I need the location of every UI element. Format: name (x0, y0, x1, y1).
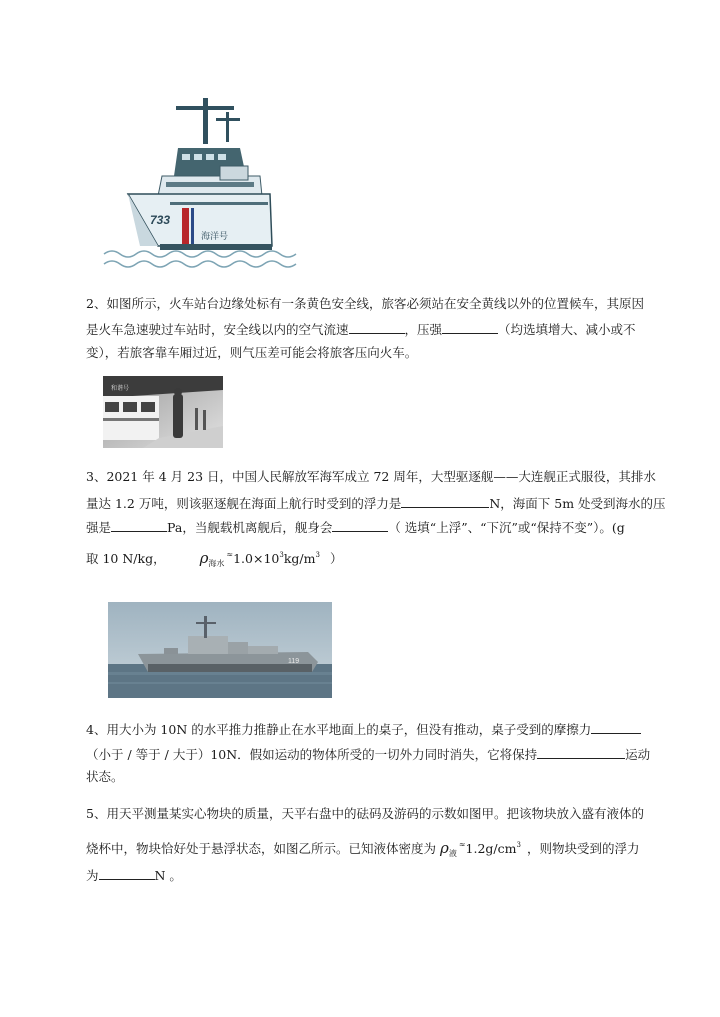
q5-rho-symbol: ρ (440, 839, 449, 857)
q4-line-1 (86, 719, 641, 739)
q5-rho-subscript: 液 (448, 849, 457, 858)
q5-density-value: 1.2g/cm (465, 841, 517, 856)
q3-text-b: N，海面下 5m 处受到海水的压 (489, 496, 666, 511)
q4-line-2 (86, 744, 650, 764)
q3-line-1: 3、2021 年 4 月 23 日，中国人民解放军海军成立 72 周年，大型驱逐舰——大连舰正式服役，其排水 (86, 469, 656, 484)
q5-text-a: 烧杯中，物块恰好处于悬浮状态，如图乙所示。已知液体密度为 (86, 841, 437, 856)
density-unit: kg/m (283, 551, 316, 566)
q4-line-3: 状态。 (86, 769, 124, 784)
q5-blank-buoyancy[interactable] (99, 865, 155, 880)
q3-line-2 (86, 493, 666, 513)
q5-density-exponent: 3 (516, 841, 521, 849)
q2-text-c: （均选填增大、减小或不 (498, 322, 636, 337)
q2-text-b: ，压强 (404, 322, 443, 337)
rho-subscript: 海水 (208, 559, 225, 568)
ship-illustration (100, 96, 305, 271)
q2-line-3: 变），若旅客靠车厢过近，则气压差可能会将旅客压向火车。 (86, 345, 418, 360)
q2-blank-pressure[interactable] (442, 319, 498, 334)
train-sign-text: 和谐号 (111, 385, 130, 392)
q3-blank-pressure[interactable] (111, 517, 167, 532)
q3-blank-buoyancy[interactable] (401, 493, 489, 508)
q5-approx-symbol: ≈ (458, 840, 466, 849)
q3-text-d: Pa，当舰载机离舰后，舰身会 (167, 520, 333, 535)
q2-blank-flow-speed[interactable] (349, 319, 405, 334)
q4-text-b: （小于 / 等于 / 大于）10N．假如运动的物体所受的一切外力同时消失，它将保持 (86, 747, 538, 762)
q3-blank-motion[interactable] (332, 517, 388, 532)
density-exponent: 3 (279, 551, 284, 559)
density-value: 1.0×10 (233, 551, 280, 566)
ship-name-label: 海洋号 (201, 232, 229, 242)
q5-text-b: ，则物块受到的浮力 (526, 841, 640, 856)
q3-line-4 (86, 546, 342, 573)
train-platform-photo (103, 376, 223, 448)
rho-symbol: ρ (199, 549, 209, 567)
q4-blank-friction[interactable] (591, 719, 641, 734)
unit-exponent: 3 (315, 551, 320, 559)
q5-line-1: 5、用天平测量某实心物块的质量，天平右盘中的砝码及游码的示数如图甲。把该物块放入盛有液体的 (86, 806, 644, 821)
destroyer-hull-number: 119 (288, 658, 300, 665)
q3-text-c: 强是 (86, 520, 112, 535)
q4-text-c: 运动 (625, 747, 651, 762)
q3-close-paren: ） (329, 551, 343, 566)
q4-blank-motion-state[interactable] (537, 744, 625, 759)
q3-line-3 (86, 517, 625, 537)
q2-line-2 (86, 319, 636, 339)
q5-text-c: 为 (86, 868, 99, 883)
q3-text-e: （ 选填“上浮”、“下沉”或“保持不变”）。(g (388, 520, 625, 535)
approx-symbol: ≈ (226, 550, 234, 559)
q5-line-3 (86, 865, 182, 885)
q5-line-2 (86, 836, 639, 863)
q2-line-1: 2、如图所示，火车站台边缘处标有一条黄色安全线，旅客必须站在安全黄线以外的位置候车，其原因 (86, 296, 644, 311)
q3-text-f: 取 10 N/kg， (86, 551, 166, 566)
q4-text-a: 4、用大小为 10N 的水平推力推静止在水平地面上的桌子，但没有推动，桌子受到的摩擦力 (86, 722, 592, 737)
q2-text-a: 是火车急速驶过车站时，安全线以内的空气流速 (86, 322, 349, 337)
hull-number: 733 (150, 213, 171, 227)
q3-text-a: 量达 1.2 万吨，则该驱逐舰在海面上航行时受到的浮力是 (86, 496, 402, 511)
destroyer-photo (108, 602, 332, 698)
q5-text-d: N 。 (154, 868, 182, 883)
